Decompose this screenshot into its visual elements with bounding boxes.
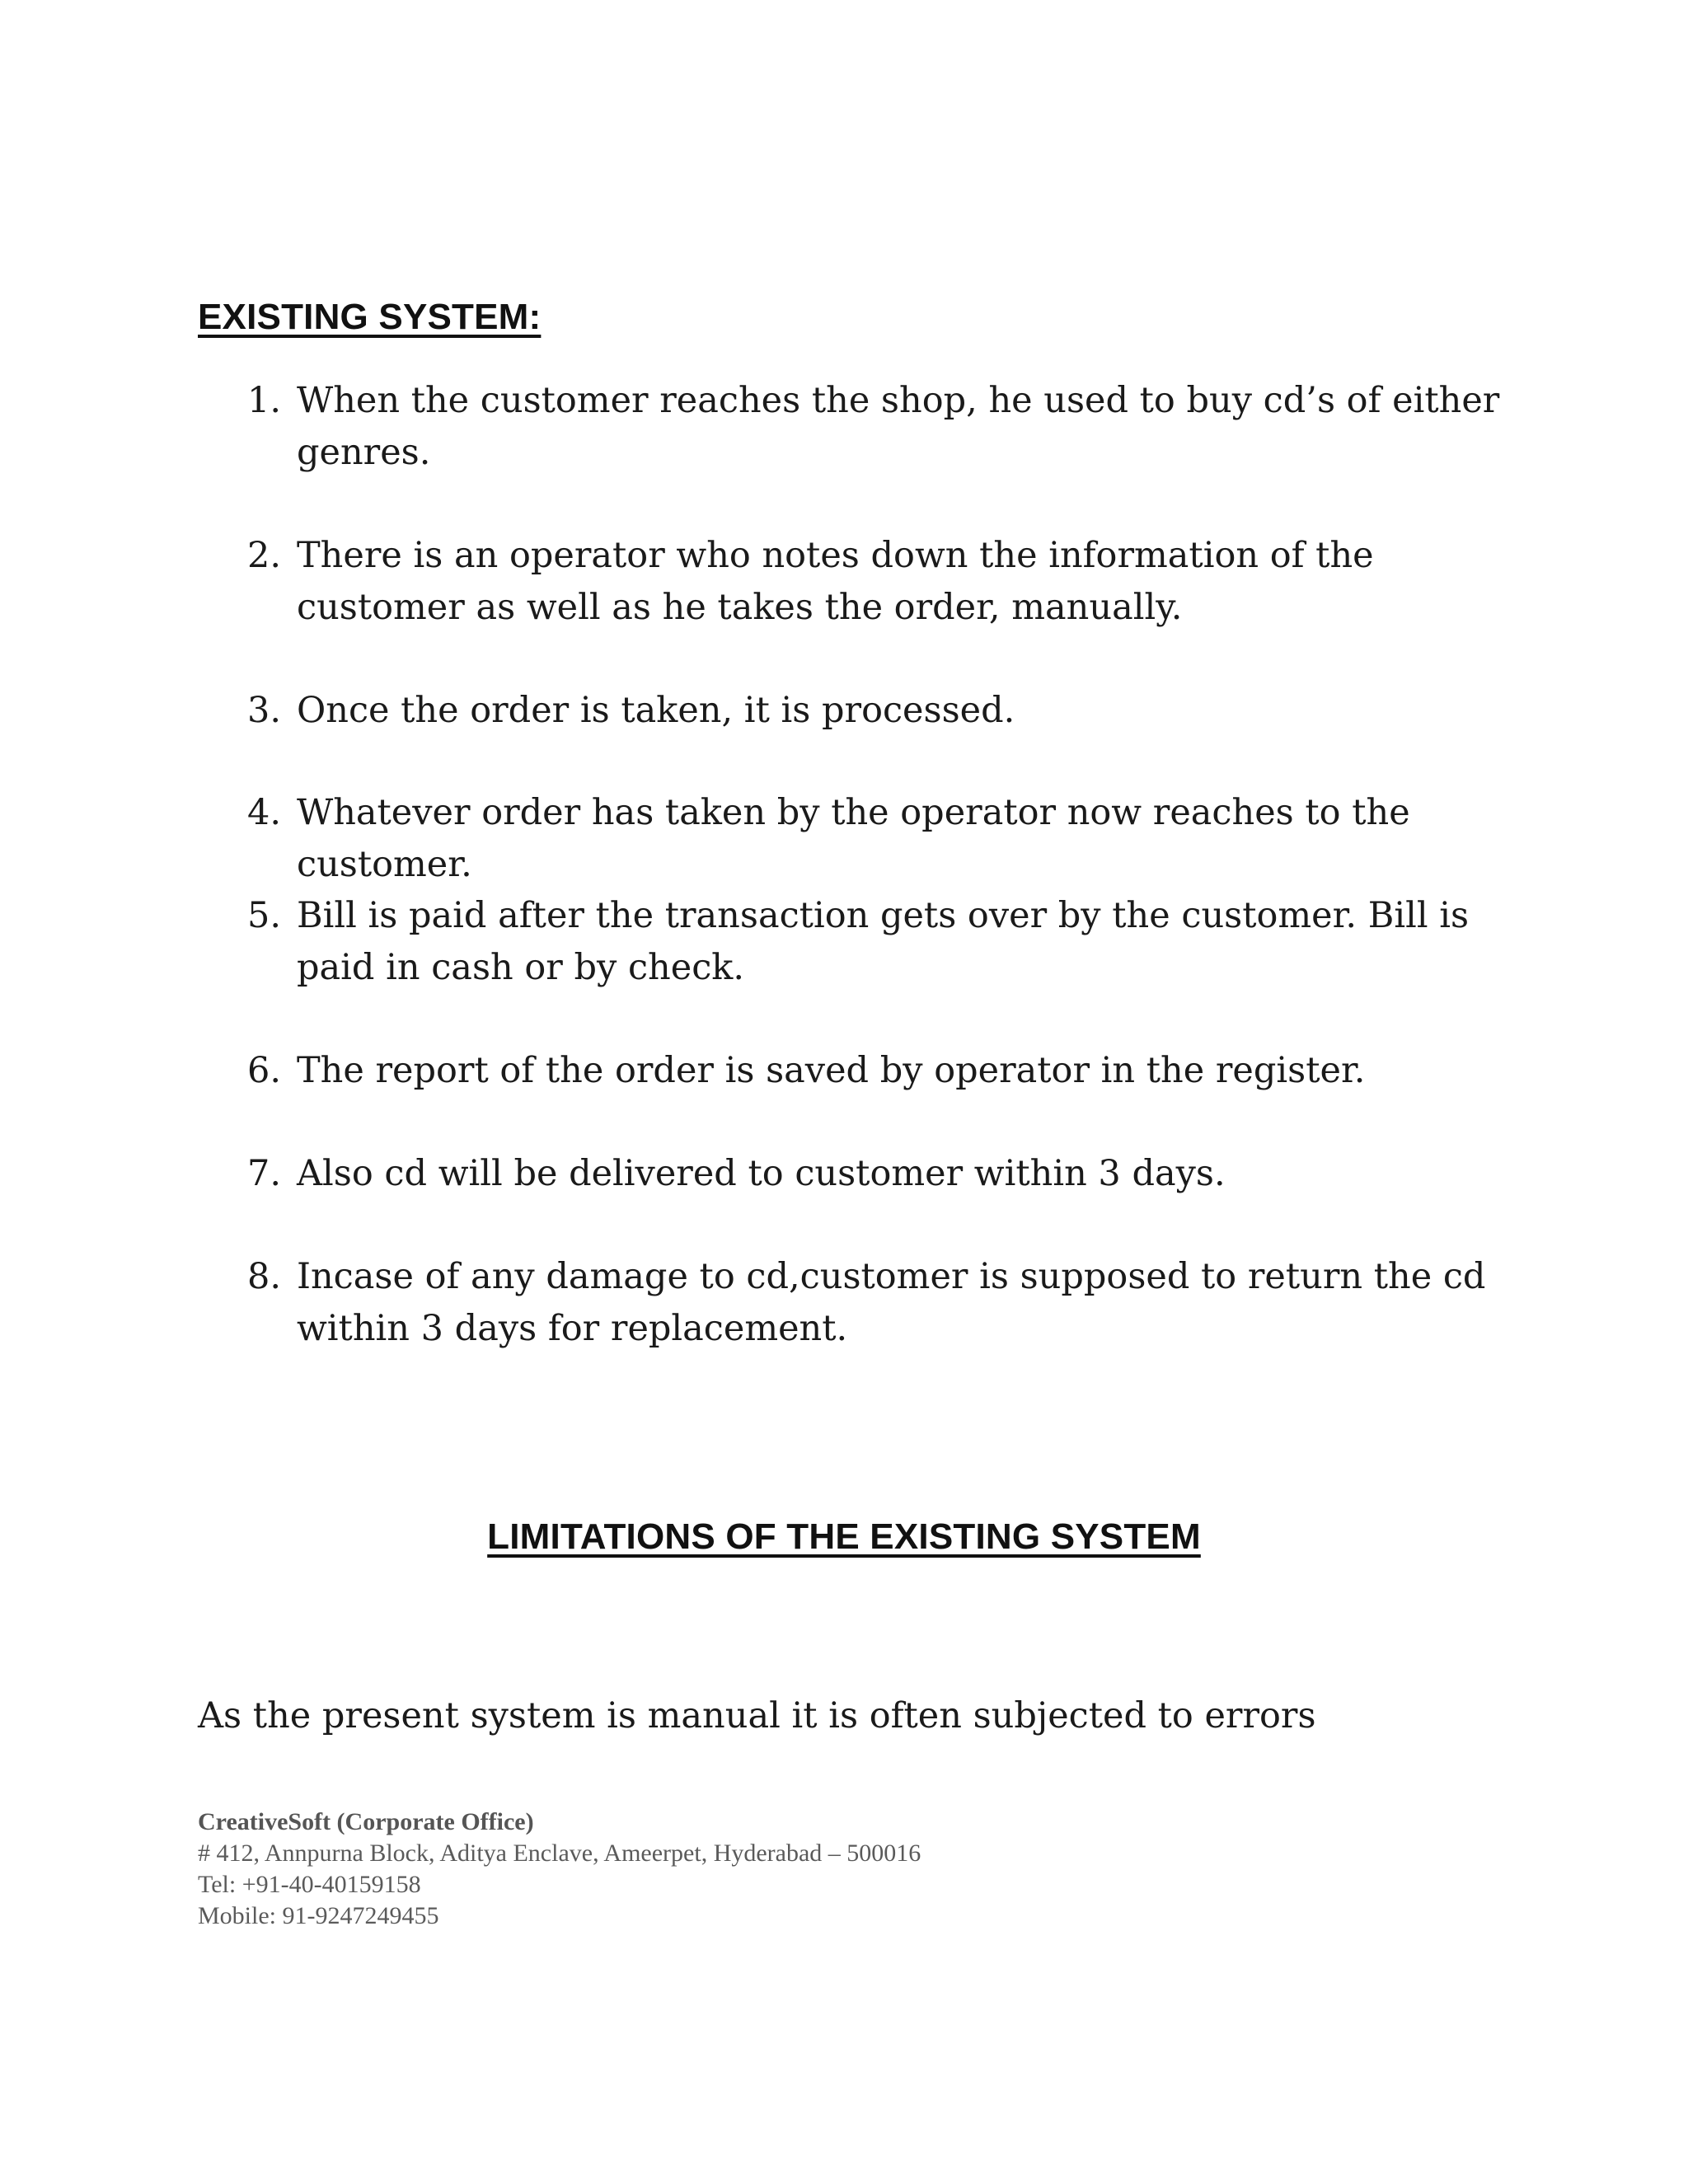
step-text: There is an operator who notes down the information of the customer as well as he takes the order, manually. [297,535,1374,628]
step-number: 5. [247,895,282,936]
step-item [0,787,1688,890]
step-text: Incase of any damage to cd,customer is supposed to return the cd within 3 days for replacement. [297,1256,1486,1349]
footer-address-block [198,1807,921,1932]
step-text: Bill is paid after the transaction gets over by the customer. Bill is paid in cash or by check. [297,895,1470,988]
company-mobile: Mobile: 91-9247249455 [198,1902,439,1929]
company-telephone: Tel: +91-40-40159158 [198,1871,421,1898]
step-item [0,530,1688,685]
existing-system-heading: EXISTING SYSTEM: [198,297,542,337]
step-number: 7. [247,1153,282,1194]
company-address: # 412, Annpurna Block, Aditya Enclave, Ameerpet, Hyderabad – 500016 [198,1840,921,1867]
step-text: Once the order is taken, it is processed. [297,690,1015,731]
step-text: Also cd will be delivered to customer within 3 days. [297,1153,1226,1194]
limitations-heading: LIMITATIONS OF THE EXISTING SYSTEM [487,1516,1201,1557]
step-item [0,1148,1688,1251]
step-text: Whatever order has taken by the operator now reaches to the customer. [297,792,1410,885]
step-item [0,685,1688,787]
limitations-body-text: As the present system is manual it is often subjected to errors [198,1695,1316,1736]
step-item [0,1045,1688,1148]
step-text: When the customer reaches the shop, he used to buy cd’s of either genres. [297,380,1500,473]
step-number: 4. [247,792,282,833]
step-item [0,1251,1688,1358]
step-number: 1. [247,380,282,421]
step-number: 2. [247,535,282,576]
step-number: 6. [247,1050,282,1091]
existing-system-steps [0,375,1688,1358]
step-number: 3. [247,690,282,731]
step-text: The report of the order is saved by operator in the register. [297,1050,1366,1091]
step-number: 8. [247,1256,282,1297]
company-name: CreativeSoft (Corporate Office) [198,1808,534,1835]
step-item [0,375,1688,530]
step-item [0,890,1688,1045]
